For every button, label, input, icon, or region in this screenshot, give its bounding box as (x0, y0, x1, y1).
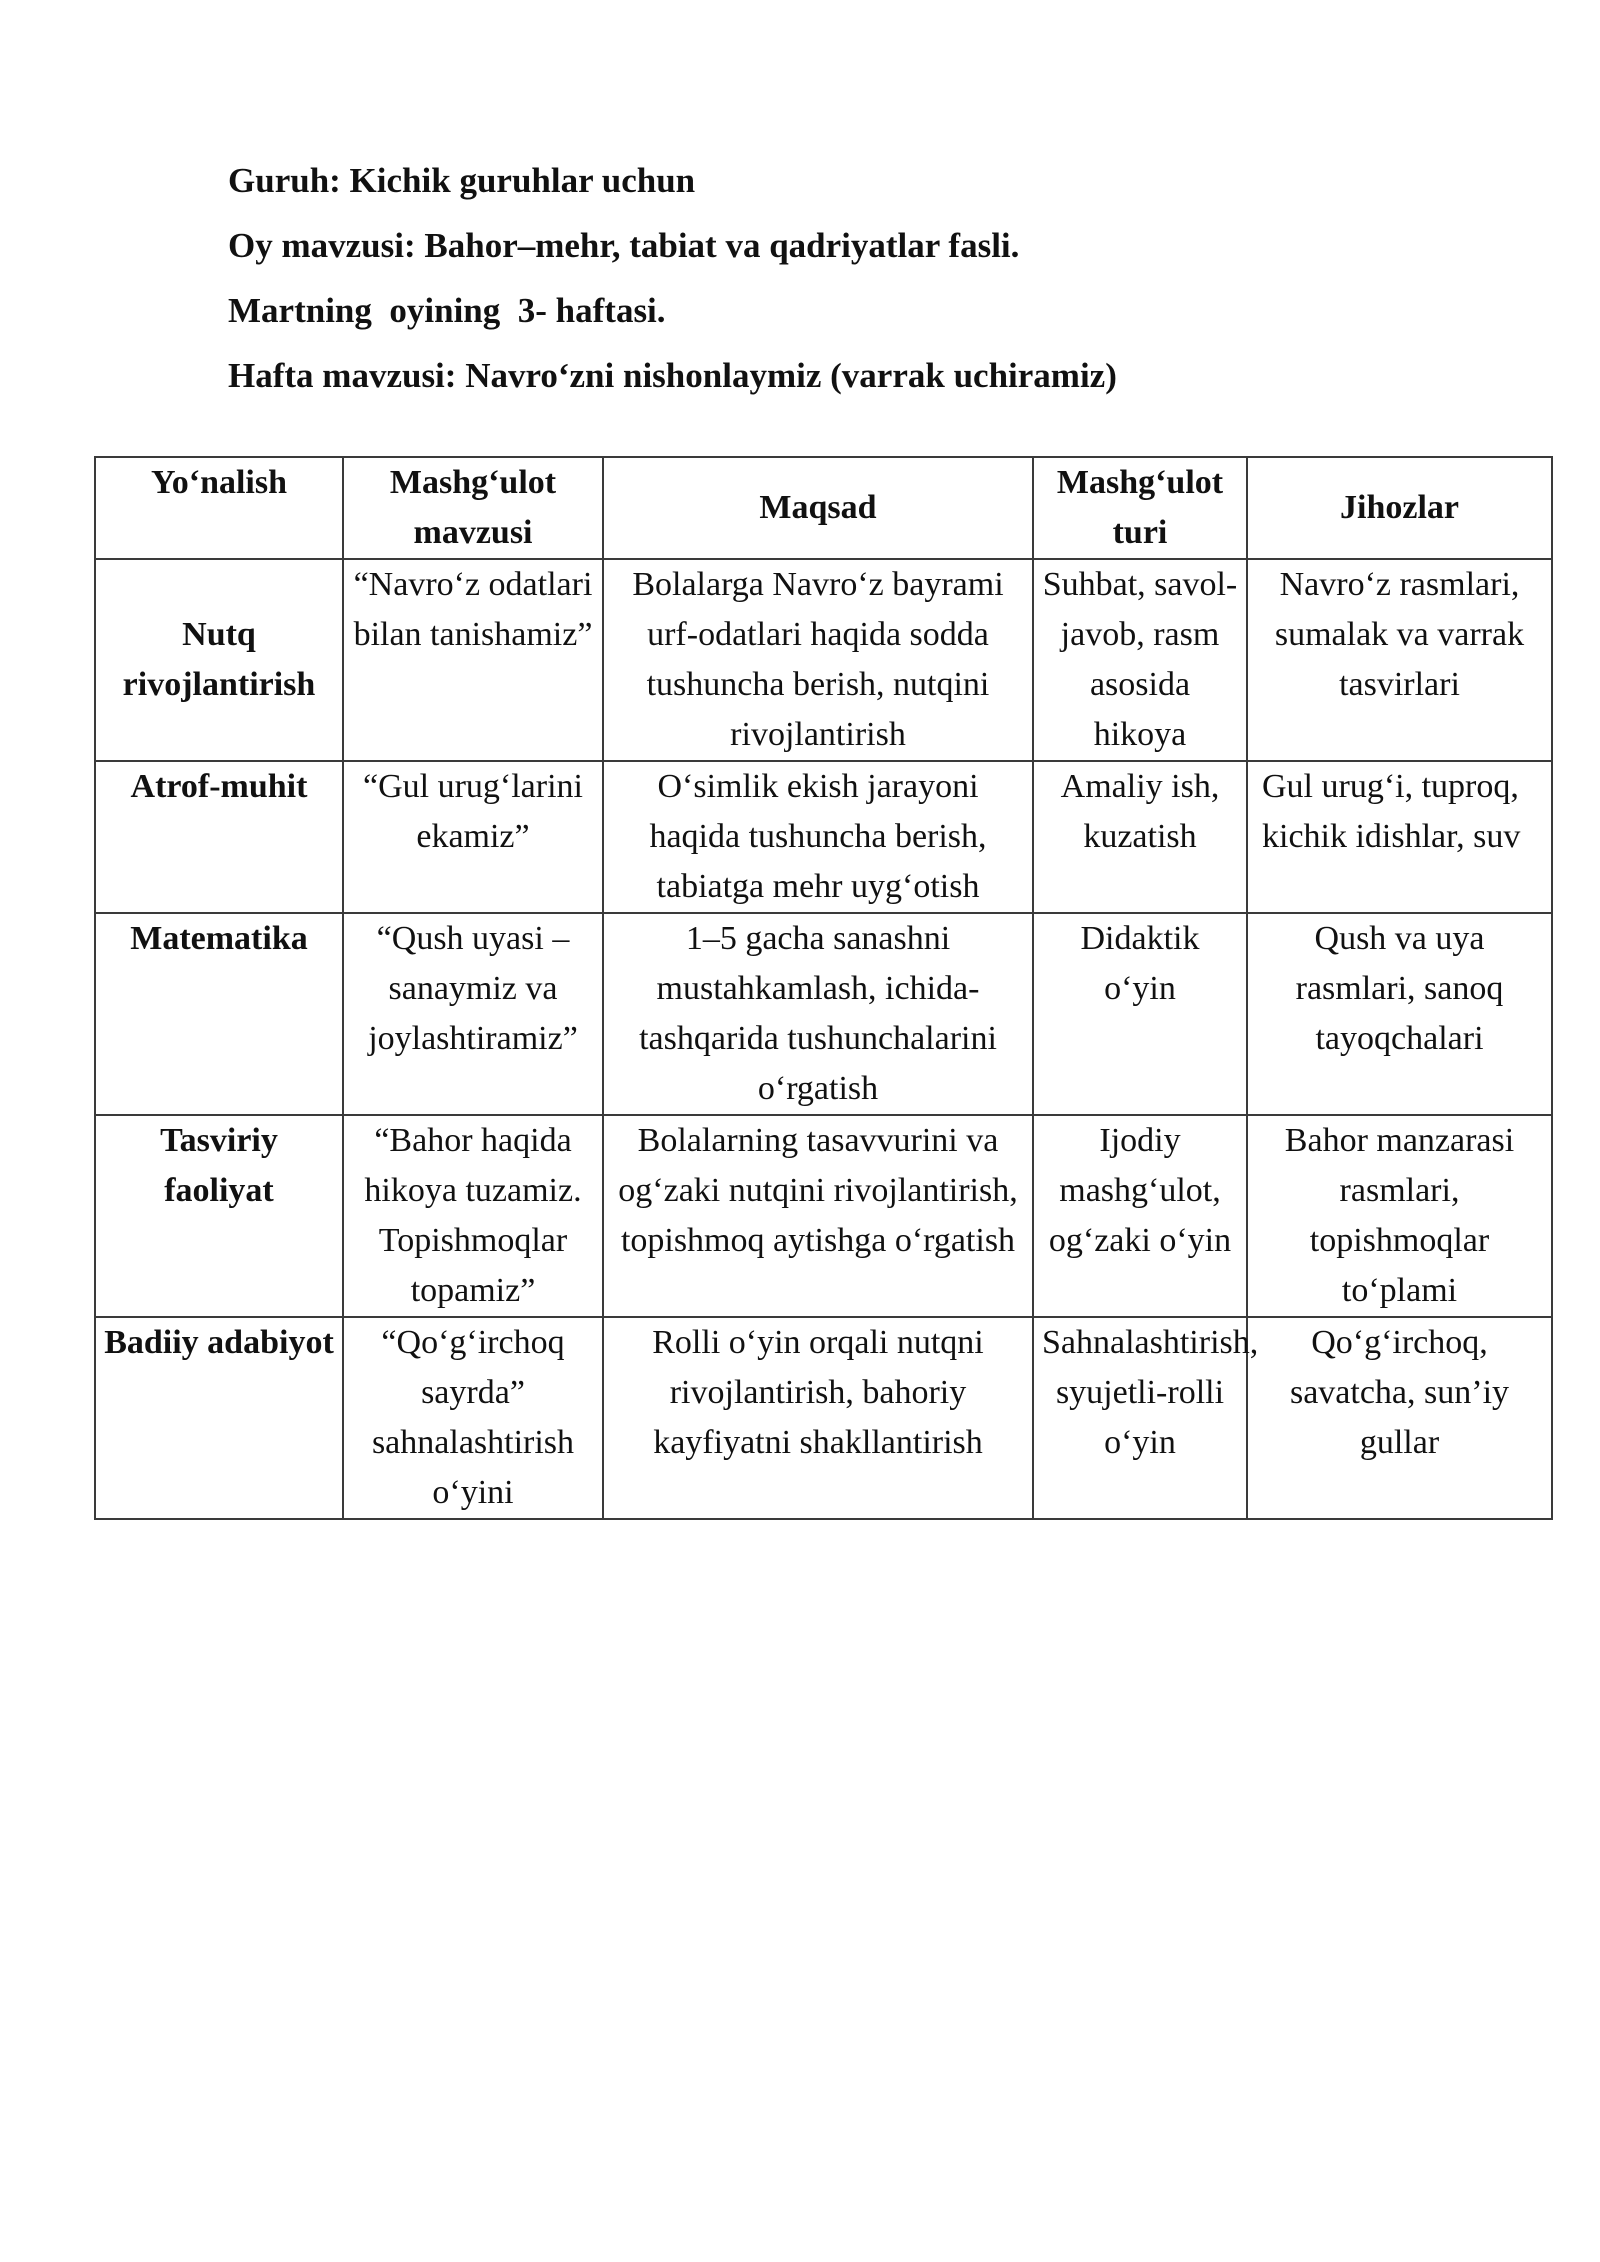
week-topic-line: Hafta mavzusi: Navro‘zni nishonlaymiz (varrak uchiramiz) (228, 356, 1117, 395)
document-header (228, 148, 1117, 408)
row-goal-cell: Bolalarga Navro‘z bayrami urf-odatlari haqida sodda tushuncha berish, nutqini rivojlantirish (603, 559, 1033, 761)
row-topic-cell: “Qush uyasi – sanaymiz va joylashtiramiz” (343, 913, 603, 1115)
row-equipment-cell: Gul urug‘i, tuproq, kichik idishlar, suv (1247, 761, 1552, 913)
week-number-line: Martning oyining 3- haftasi. (228, 291, 666, 330)
row-direction-cell: Badiiy adabiyot (95, 1317, 343, 1519)
row-type-cell: Amaliy ish, kuzatish (1033, 761, 1247, 913)
table-header-row (95, 457, 1552, 559)
column-header-type: Mashg‘ulot turi (1033, 457, 1247, 559)
column-header-goal: Maqsad (603, 457, 1033, 559)
column-header-direction: Yo‘nalish (95, 457, 343, 559)
table-row (95, 913, 1552, 1115)
column-header-equipment: Jihozlar (1247, 457, 1552, 559)
table-row (95, 1317, 1552, 1519)
row-goal-cell: Rolli o‘yin orqali nutqni rivojlantirish, bahoriy kayfiyatni shakllantirish (603, 1317, 1033, 1519)
row-direction-cell: Atrof-muhit (95, 761, 343, 913)
row-type-cell: Ijodiy mashg‘ulot, og‘zaki o‘yin (1033, 1115, 1247, 1317)
table-row (95, 559, 1552, 761)
lesson-plan-table (94, 456, 1553, 1520)
row-goal-cell: 1–5 gacha sanashni mustahkamlash, ichida-tashqarida tushunchalarini o‘rgatish (603, 913, 1033, 1115)
month-topic-line: Oy mavzusi: Bahor–mehr, tabiat va qadriyatlar fasli. (228, 226, 1020, 265)
table-row (95, 1115, 1552, 1317)
row-direction-cell: Tasviriy faoliyat (95, 1115, 343, 1317)
row-equipment-cell: Navro‘z rasmlari, sumalak va varrak tasvirlari (1247, 559, 1552, 761)
row-equipment-cell: Qo‘g‘irchoq, savatcha, sun’iy gullar (1247, 1317, 1552, 1519)
group-line: Guruh: Kichik guruhlar uchun (228, 161, 696, 200)
row-topic-cell: “Navro‘z odatlari bilan tanishamiz” (343, 559, 603, 761)
column-header-topic: Mashg‘ulot mavzusi (343, 457, 603, 559)
row-goal-cell: O‘simlik ekish jarayoni haqida tushuncha berish, tabiatga mehr uyg‘otish (603, 761, 1033, 913)
row-type-cell: Didaktik o‘yin (1033, 913, 1247, 1115)
row-equipment-cell: Bahor manzarasi rasmlari, topishmoqlar to‘plami (1247, 1115, 1552, 1317)
row-type-cell: Sahnalashtirish, syujetli-rolli o‘yin (1033, 1317, 1247, 1519)
row-type-cell: Suhbat, savol-javob, rasm asosida hikoya (1033, 559, 1247, 761)
row-topic-cell: “Bahor haqida hikoya tuzamiz. Topishmoqlar topamiz” (343, 1115, 603, 1317)
row-direction-cell: Nutq rivojlantirish (95, 559, 343, 761)
row-direction-cell: Matematika (95, 913, 343, 1115)
table-row (95, 761, 1552, 913)
row-topic-cell: “Gul urug‘larini ekamiz” (343, 761, 603, 913)
row-equipment-cell: Qush va uya rasmlari, sanoq tayoqchalari (1247, 913, 1552, 1115)
row-goal-cell: Bolalarning tasavvurini va og‘zaki nutqini rivojlantirish, topishmoq aytishga o‘rgatish (603, 1115, 1033, 1317)
row-topic-cell: “Qo‘g‘irchoq sayrda” sahnalashtirish o‘yini (343, 1317, 603, 1519)
